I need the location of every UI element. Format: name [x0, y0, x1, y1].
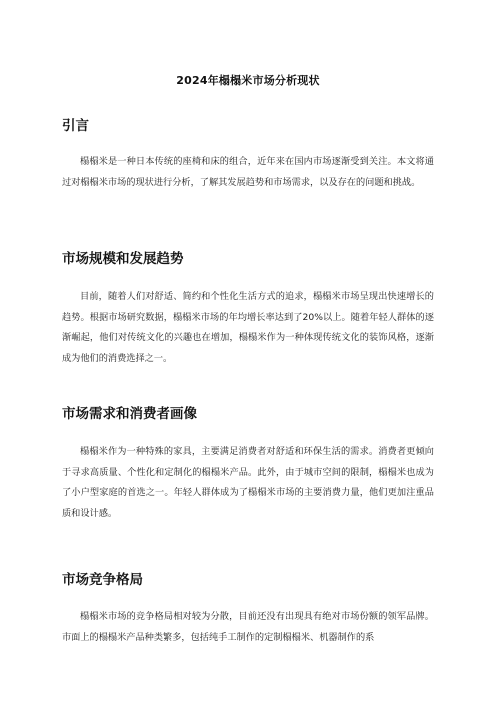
section-heading-competition: 市场竞争格局 [62, 572, 143, 588]
section-heading-market-scale: 市场规模和发展趋势 [62, 251, 184, 267]
section-market-scale [62, 249, 434, 369]
section-heading-introduction: 引言 [62, 118, 89, 134]
section-paragraph-introduction: 榻榻米是一种日本传统的座椅和床的组合，近年来在国内市场逐渐受到关注。本文将通过对榻榻米市场的现状进行分析，了解其发展趋势和市场需求，以及存在的问题和挑战。 [62, 156, 434, 188]
section-paragraph-competition: 榻榻米市场的竞争格局相对较为分散，目前还没有出现具有绝对市场份额的领军品牌。市面上的榻榻米产品种类繁多，包括纯手工制作的定制榻榻米、机器制作的系 [62, 611, 434, 643]
section-market-demand [62, 404, 434, 524]
section-competition [62, 570, 434, 648]
page-title: 2024年榻榻米市场分析现状 [176, 74, 320, 87]
section-paragraph-market-scale: 目前，随着人们对舒适、简约和个性化生活方式的追求，榻榻米市场呈现出快速增长的趋势。根据市场研究数据，榻榻米市场的年均增长率达到了20%以上。随着年轻人群体的逐渐崛起，他们对传统文化的兴趣也在增加，榻榻米作为一种体现传统文化的装饰风格，逐渐成为他们的消费选择之一。 [62, 291, 434, 364]
section-introduction [62, 116, 434, 193]
section-heading-market-demand: 市场需求和消费者画像 [62, 406, 197, 422]
section-paragraph-market-demand: 榻榻米作为一种特殊的家具，主要满足消费者对舒适和环保生活的需求。消费者更倾向于寻求高质量、个性化和定制化的榻榻米产品。此外，由于城市空间的限制，榻榻米也成为了小户型家庭的首选之一。年轻人群体成为了榻榻米市场的主要消费力量，他们更加注重品质和设计感。 [62, 446, 434, 519]
